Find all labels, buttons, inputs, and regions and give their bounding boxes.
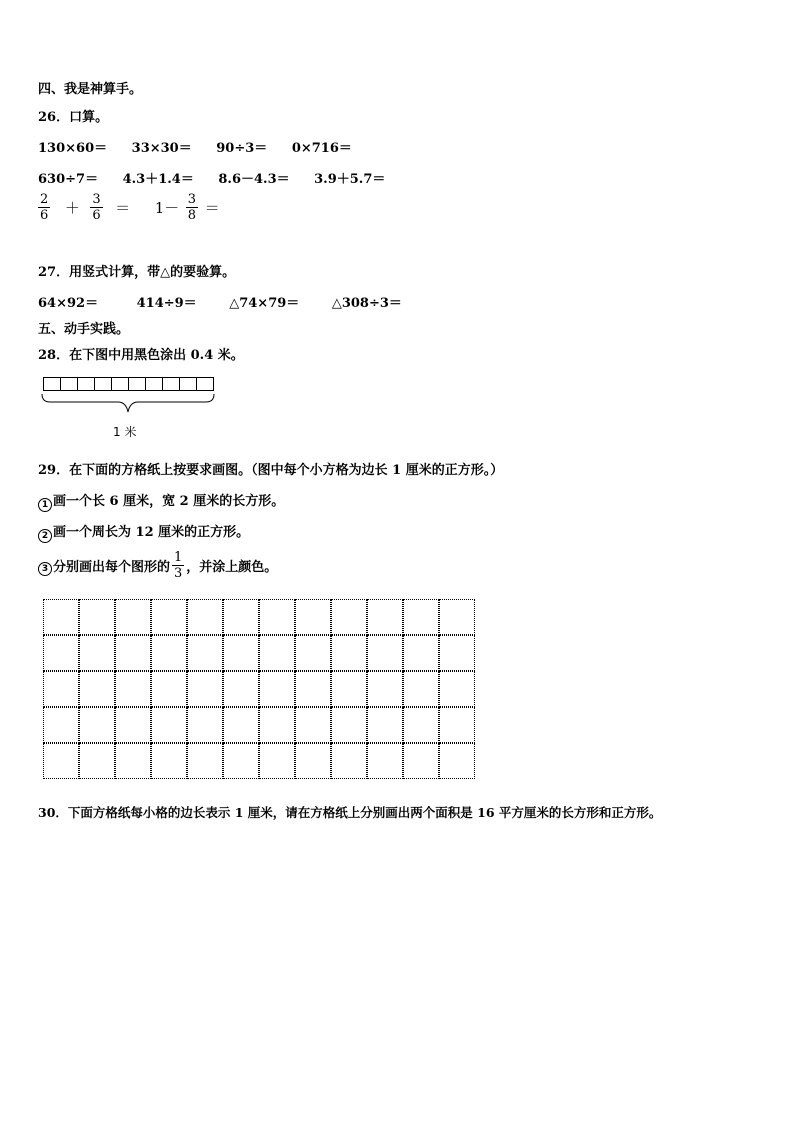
grid-cell[interactable] [79, 635, 115, 671]
q29-item1-text: 画一个长 6 厘米，宽 2 厘米的长方形。 [53, 494, 285, 509]
grid-cell[interactable] [295, 635, 331, 671]
grid-cell[interactable] [331, 671, 367, 707]
strip-length-label: 1 米 [113, 425, 137, 439]
grid-cell[interactable] [403, 635, 439, 671]
plus-sign: ＋ [64, 199, 80, 217]
grid-cell[interactable] [151, 635, 187, 671]
fraction-numerator: 2 [40, 192, 49, 207]
q28-title: 28．在下图中用黑色涂出 0.4 米。 [38, 348, 244, 363]
q26-row2 [38, 168, 405, 187]
grid-cell[interactable] [187, 635, 223, 671]
q26-fraction-row [38, 192, 226, 223]
grid-cell[interactable] [187, 743, 223, 779]
q29-item2-text: 画一个周长为 12 厘米的正方形。 [53, 525, 250, 540]
strip-cell[interactable] [77, 377, 95, 391]
grid-cell[interactable] [223, 743, 259, 779]
equals-sign: ＝ [204, 199, 220, 217]
grid-cell[interactable] [295, 743, 331, 779]
q26-row1-item: 90÷3＝ [216, 141, 268, 156]
q29-item1 [38, 490, 284, 512]
grid-cell[interactable] [259, 743, 295, 779]
grid-cell[interactable] [187, 671, 223, 707]
grid-cell[interactable] [151, 707, 187, 743]
circled-number-icon: 1 [38, 498, 52, 512]
fraction-denominator: 8 [187, 208, 197, 223]
grid-cell[interactable] [115, 671, 151, 707]
grid-cell[interactable] [79, 743, 115, 779]
grid-cell[interactable] [403, 599, 439, 635]
section5-title: 五、动手实践。 [38, 322, 130, 337]
q29-item2 [38, 521, 249, 543]
grid-cell[interactable] [331, 599, 367, 635]
fraction-numerator: 3 [187, 192, 197, 207]
grid-cell[interactable] [403, 743, 439, 779]
grid-cell[interactable] [403, 671, 439, 707]
grid-cell[interactable] [439, 707, 475, 743]
grid-cell[interactable] [223, 635, 259, 671]
fraction-3-8 [186, 192, 198, 223]
strip-cell[interactable] [145, 377, 163, 391]
grid-cell[interactable] [151, 743, 187, 779]
fraction-denominator: 3 [174, 566, 183, 581]
strip-cell[interactable] [179, 377, 197, 391]
q27-item: 414÷9＝ [136, 296, 197, 311]
grid-cell[interactable] [43, 707, 79, 743]
grid-cell[interactable] [259, 635, 295, 671]
fraction-denominator: 6 [92, 208, 101, 223]
q30-title: 30．下面方格纸每小格的边长表示 1 厘米，请在方格纸上分别画出两个面积是 16 平方厘米的长方形和正方形。 [38, 805, 662, 820]
grid-cell[interactable] [367, 599, 403, 635]
q26-title: 26．口算。 [38, 110, 109, 125]
equals-sign: ＝ [115, 199, 131, 217]
q26-row1 [38, 137, 372, 156]
fraction-3-6 [90, 192, 102, 223]
grid-cell[interactable] [331, 707, 367, 743]
one-minus: 1－ [154, 199, 180, 217]
grid-cell[interactable] [295, 671, 331, 707]
grid-cell[interactable] [331, 635, 367, 671]
q26-row2-item: 3.9＋5.7＝ [314, 172, 386, 187]
grid-cell[interactable] [115, 635, 151, 671]
grid-cell[interactable] [295, 707, 331, 743]
fraction-2-6 [38, 192, 50, 223]
grid-cell[interactable] [439, 635, 475, 671]
fraction-1-3 [172, 550, 184, 581]
q26-row1-item: 33×30＝ [131, 141, 192, 156]
q26-row2-item: 630÷7＝ [38, 172, 99, 187]
grid-cell[interactable] [43, 635, 79, 671]
q29-item3-text-a: 分别画出每个图形的 [53, 560, 171, 575]
grid-cell[interactable] [439, 671, 475, 707]
q29-item3-text-b: ，并涂上颜色。 [186, 560, 278, 575]
strip-cell[interactable] [111, 377, 129, 391]
fraction-numerator: 1 [174, 550, 183, 565]
grid-cell[interactable] [223, 707, 259, 743]
strip-cell[interactable] [128, 377, 146, 391]
strip-cell[interactable] [43, 377, 61, 391]
grid-cell[interactable] [151, 599, 187, 635]
grid-cell[interactable] [331, 743, 367, 779]
grid-cell[interactable] [79, 671, 115, 707]
strip-cell[interactable] [162, 377, 180, 391]
grid-cell[interactable] [79, 599, 115, 635]
brace-icon [40, 392, 216, 414]
grid-cell[interactable] [115, 707, 151, 743]
q27-row [38, 292, 422, 311]
q27-item: △74×79＝ [229, 296, 300, 311]
grid-cell[interactable] [115, 743, 151, 779]
fraction-numerator: 3 [92, 192, 101, 207]
grid-cell[interactable] [367, 635, 403, 671]
fraction-denominator: 6 [40, 208, 49, 223]
q26-row1-item: 0×716＝ [291, 141, 352, 156]
section4-title: 四、我是神算手。 [38, 82, 143, 97]
grid-cell[interactable] [43, 599, 79, 635]
grid-cell[interactable] [403, 707, 439, 743]
grid-cell[interactable] [151, 671, 187, 707]
grid-cell[interactable] [43, 743, 79, 779]
grid-cell[interactable] [223, 671, 259, 707]
grid-cell[interactable] [439, 743, 475, 779]
q26-row1-item: 130×60＝ [38, 141, 108, 156]
grid-cell[interactable] [223, 599, 259, 635]
circled-number-icon: 2 [38, 529, 52, 543]
grid-cell[interactable] [259, 671, 295, 707]
q29-item3 [38, 550, 277, 581]
q29-title: 29．在下面的方格纸上按要求画图。（图中每个小方格为边长 1 厘米的正方形。） [38, 463, 504, 478]
q26-row2-item: 4.3＋1.4＝ [122, 172, 194, 187]
strip-cell[interactable] [60, 377, 78, 391]
grid-cell[interactable] [43, 671, 79, 707]
grid-cell[interactable] [115, 599, 151, 635]
q27-title: 27．用竖式计算，带△的要验算。 [38, 265, 236, 280]
grid-cell[interactable] [367, 743, 403, 779]
q26-row2-item: 8.6－4.3＝ [218, 172, 290, 187]
grid-cell[interactable] [439, 599, 475, 635]
strip-cell[interactable] [196, 377, 214, 391]
q27-item: 64×92＝ [38, 296, 99, 311]
grid-cell[interactable] [367, 707, 403, 743]
grid-cell[interactable] [187, 707, 223, 743]
grid-cell[interactable] [259, 707, 295, 743]
strip-cell[interactable] [94, 377, 112, 391]
grid-cell[interactable] [187, 599, 223, 635]
grid-cell[interactable] [295, 599, 331, 635]
grid-cell[interactable] [79, 707, 115, 743]
grid-cell[interactable] [259, 599, 295, 635]
grid-cell[interactable] [367, 671, 403, 707]
q27-item: △308÷3＝ [331, 296, 402, 311]
circled-number-icon: 3 [38, 562, 52, 576]
